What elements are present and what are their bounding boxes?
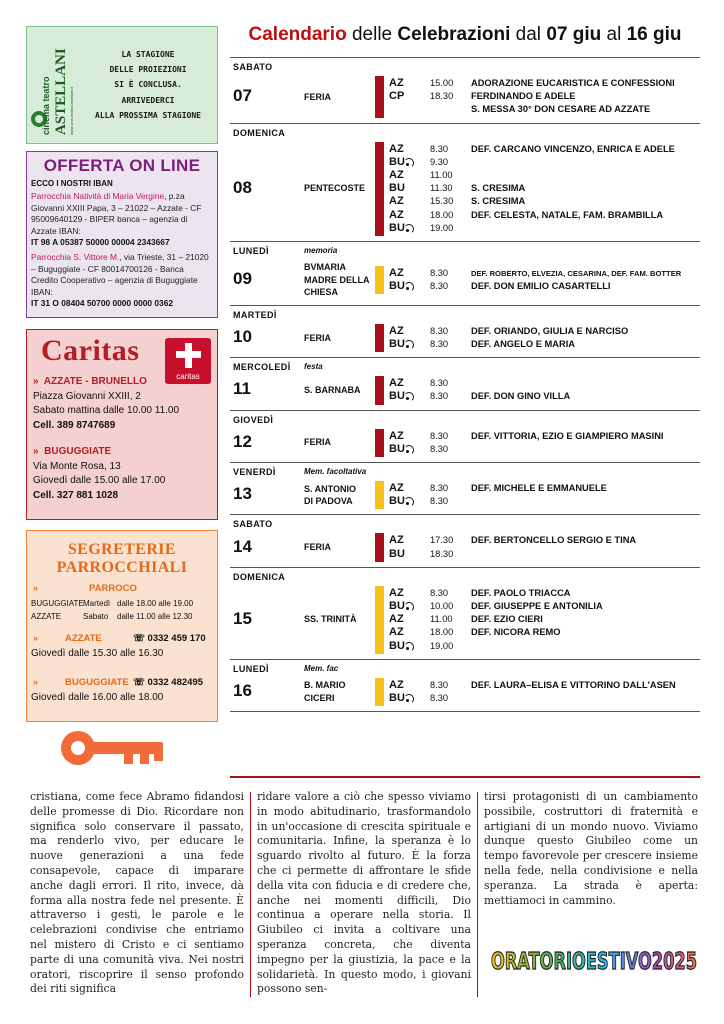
place-label: BU (389, 155, 405, 168)
place-code (389, 626, 425, 639)
location-label: AZZATE - BRUNELLO (43, 376, 147, 387)
oratorio-logo-text: ORATORIOESTIVO2025 (491, 949, 697, 975)
place-code (389, 143, 425, 156)
time-column (430, 377, 468, 403)
mass-intention: DEF. GIUSEPPE E ANTONILIA (471, 600, 603, 611)
intention-column (471, 267, 703, 293)
place-label: AZ (389, 266, 404, 279)
place-column (389, 534, 425, 560)
iban-code[interactable]: IT 31 O 08404 50700 0000 0000 0362 (31, 298, 174, 309)
mass-time: 15.00 (430, 78, 454, 88)
day-name: DOMENICA (233, 571, 286, 582)
day-name: SABATO (233, 62, 273, 72)
mass-intention (471, 548, 703, 561)
liturgical-color-bar (375, 376, 384, 404)
feast-line: FERIA (304, 437, 331, 448)
place-code (389, 338, 425, 351)
calendar-day-row (230, 242, 700, 306)
azzate-heading: AZZATE (65, 633, 102, 644)
mass-intention: DEF. CELESTA, NATALE, FAM. BRAMBILLA (471, 209, 664, 220)
calendar-bottom-rule (230, 776, 700, 778)
day-name: VENERDÌ (233, 467, 276, 477)
mass-intention: S. CRESIMA (471, 183, 526, 194)
intention-column (471, 430, 703, 456)
place-label: BU (389, 337, 405, 350)
place-label: AZ (389, 168, 404, 181)
place-label: BU (389, 495, 405, 508)
caritas-title: Caritas (41, 334, 140, 367)
location-label: BUGUGGIATE (44, 446, 112, 457)
place-label: BU (389, 221, 405, 234)
place-label: AZ (389, 195, 404, 208)
day-name: LUNEDÌ (233, 246, 269, 256)
broadcast-icon (406, 642, 414, 650)
mass-time: 8.30 (430, 430, 449, 441)
caritas-phone[interactable]: Cell. 327 881 1028 (33, 490, 119, 501)
mass-intention (471, 377, 703, 390)
calendar-day-row (230, 124, 700, 242)
liturgical-color-bar (375, 533, 384, 561)
title-part: 16 giu (626, 24, 682, 45)
title-part: al (601, 24, 627, 45)
title-part: dal (510, 24, 547, 45)
feast-line: MADRE DELLA (304, 274, 370, 285)
calendar-day-row (230, 411, 700, 463)
broadcast-icon (406, 282, 414, 290)
time-column (430, 534, 468, 560)
arrow-icon: » (33, 583, 39, 593)
mass-time: 11.00 (430, 169, 453, 180)
cinema-notice-box (26, 26, 218, 144)
place-code (389, 548, 425, 561)
mass-intention (471, 443, 703, 456)
mass-intention: DEF. ROBERTO, ELVEZIA, CESARINA, DEF. FAM. BOTTER (471, 268, 682, 278)
mass-time: 18.00 (430, 627, 454, 638)
feast-name (304, 261, 374, 299)
caritas-phone[interactable]: Cell. 389 8747689 (33, 420, 116, 431)
calendar-day-row (230, 568, 700, 660)
key-icon (58, 728, 168, 768)
day-number: 13 (233, 484, 252, 504)
broadcast-icon (406, 602, 414, 610)
place-column (389, 430, 425, 456)
liturgical-color-bar (375, 266, 384, 294)
place-column (389, 587, 425, 653)
buguggiate-heading: BUGUGGIATE (65, 677, 129, 688)
mass-intention: DEF. ORIANDO, GIULIA E NARCISO (471, 325, 629, 336)
feast-line: BVMARIA (304, 262, 346, 272)
intention-column (471, 325, 703, 351)
day-name: MARTEDÌ (233, 309, 277, 320)
day-name: MERCOLEDÌ (233, 362, 291, 373)
time-column (430, 143, 468, 235)
azzate-phone[interactable] (133, 633, 206, 644)
intention-column (471, 143, 703, 235)
place-code (389, 495, 425, 508)
place-column (389, 143, 425, 235)
mass-time: 8.30 (430, 443, 449, 454)
office-time: dalle 11.00 alle 12.30 (117, 612, 193, 621)
time-column (430, 77, 468, 117)
buguggiate-phone[interactable] (133, 677, 203, 688)
place-code (389, 443, 425, 456)
place-code (389, 600, 425, 613)
mass-intention: DEF. CARCANO VINCENZO, ENRICA E ADELE (471, 143, 675, 154)
place-code (389, 169, 425, 182)
liturgical-color-bar (375, 429, 384, 457)
mass-time: 8.30 (430, 679, 449, 690)
intention-column (471, 377, 703, 403)
mass-intention (471, 495, 703, 508)
place-code (389, 534, 425, 547)
title-part: 07 giu (546, 24, 602, 45)
mass-intention (471, 169, 703, 182)
feast-line: CICERI (304, 692, 335, 703)
feast-name (304, 332, 374, 345)
iban-paragraph-azzate (31, 191, 213, 249)
place-column (389, 377, 425, 403)
place-label: AZ (389, 324, 404, 337)
mass-time: 8.30 (430, 391, 449, 402)
feast-line: SS. TRINITÀ (304, 614, 357, 625)
feast-line: FERIA (304, 332, 331, 343)
place-column (389, 325, 425, 351)
phone-icon: ☏ (133, 633, 148, 644)
day-name: DOMENICA (233, 127, 286, 138)
place-code (389, 640, 425, 653)
liturgical-color-bar (375, 324, 384, 352)
offerta-subtitle: ECCO I NOSTRI IBAN (31, 179, 113, 188)
intention-column (471, 679, 703, 705)
mass-time: 8.30 (430, 496, 449, 507)
feast-line: DI PADOVA (304, 496, 353, 507)
place-code (389, 182, 425, 195)
cinema-line: DELLE PROIEZIONI (109, 65, 187, 75)
place-code (389, 377, 425, 390)
place-code (389, 209, 425, 222)
day-number: 07 (233, 85, 252, 105)
svg-text:ASTELLANI: ASTELLANI (53, 48, 69, 135)
place-label: AZ (389, 377, 404, 390)
mass-time: 11.30 (430, 183, 453, 194)
place-code (389, 587, 425, 600)
calendar-day-row (230, 463, 700, 515)
mass-intention: DEF. DON GINO VILLA (471, 391, 571, 402)
feast-name (304, 91, 374, 104)
place-code (389, 222, 425, 235)
svg-text:www.cine-teatrocastellani.it: www.cine-teatrocastellani.it (69, 86, 74, 135)
feast-line: B. MARIO (304, 680, 346, 691)
feast-name (304, 436, 374, 449)
place-label: BU (389, 390, 405, 403)
broadcast-icon (406, 158, 414, 166)
phone-number: 0332 459 170 (147, 633, 206, 644)
place-label: AZ (389, 586, 404, 599)
mass-time: 15.30 (430, 196, 454, 207)
place-label: BU (389, 279, 405, 292)
mass-intention: DEF. NICORA REMO (471, 627, 561, 638)
liturgical-color-bar (375, 586, 384, 654)
place-label: CP (389, 90, 405, 103)
feast-line: S. ANTONIO (304, 483, 357, 494)
feast-line: S. BARNABA (304, 385, 361, 396)
calendar-day-row (230, 515, 700, 567)
liturgical-color-bar (375, 142, 384, 236)
column-divider (477, 792, 478, 997)
cinema-message (83, 47, 213, 123)
day-number: 14 (233, 536, 252, 556)
iban-paragraph-buguggiate (31, 252, 213, 310)
mass-intention: DEF. BERTONCELLO SERGIO E TINA (471, 535, 637, 546)
place-code (389, 90, 425, 103)
arrow-icon: » (33, 677, 39, 687)
time-column (430, 325, 468, 351)
feast-name (304, 541, 374, 554)
article-column: tirsi protagonisti di un cambiamento possibile, costruttori di fraternità e artigiani di un mondo nuovo. Viviamo dunque questo Giubileo come un tempo favorevole per crescere insieme nella fede, nella condivisione e nella speranza. La strada è aperta: mettiamoci in cammino. (484, 790, 698, 907)
column-divider (250, 792, 251, 997)
place-label: AZ (389, 678, 404, 691)
time-column (430, 587, 468, 653)
intention-column (471, 482, 703, 508)
mass-time: 19.00 (430, 640, 454, 651)
buguggiate-hours: Giovedì dalle 16.00 alle 18.00 (31, 692, 164, 703)
mass-intention: DEF. DON EMILIO CASARTELLI (471, 280, 611, 291)
day-number: 15 (233, 608, 252, 628)
day-number: 08 (233, 177, 252, 197)
mass-time: 8.30 (430, 267, 449, 278)
broadcast-icon (406, 224, 414, 232)
caritas-logo-text: caritas (176, 372, 200, 381)
office-place: BUGUGGIATE (31, 599, 84, 608)
place-label: AZ (389, 429, 404, 442)
cinema-line: ARRIVEDERCI (121, 95, 175, 105)
azzate-hours: Giovedì dalle 15.30 alle 16.30 (31, 648, 164, 659)
place-code (389, 267, 425, 280)
place-code (389, 482, 425, 495)
mass-time: 18.30 (430, 91, 454, 102)
article-column: ridare valore a ciò che spesso viviamo in modo abitudinario, trasformandolo in un'occasione di crescita spirituale e comunitaria. Infine, la speranza è lo sguardo rivolto al futuro. È la forza che ci permette di affrontare le sfide della vita con fiducia e di credere che, anche nei momenti difficili, Dio continua a operare nella storia. Il Giubileo ci invita a coltivare una speranza concreta, che diventa impegno per la giustizia, la pace e la solidarietà. In questo modo, i giovani possono sen- (257, 790, 471, 996)
mass-intention: ADORAZIONE EUCARISTICA E CONFESSIONI (471, 78, 675, 88)
office-time: dalle 18.00 alle 19.00 (117, 599, 194, 608)
place-label: BU (389, 547, 405, 560)
feast-name (304, 613, 374, 626)
day-name: GIOVEDÌ (233, 414, 274, 425)
place-label: BU (389, 691, 405, 704)
mass-intention: S. CRESIMA (471, 196, 526, 207)
office-day: Martedì (83, 599, 111, 608)
day-number: 09 (233, 268, 252, 288)
place-label: BU (389, 182, 405, 195)
broadcast-icon (406, 392, 414, 400)
mass-intention: DEF. PAOLO TRIACCA (471, 587, 571, 598)
place-code (389, 613, 425, 626)
place-code (389, 195, 425, 208)
mass-time: 8.30 (430, 325, 449, 336)
mass-intention: DEF. LAURA–ELISA E VITTORINO DALL'ASEN (471, 679, 676, 690)
offerta-title: OFFERTA ON LINE (43, 156, 201, 175)
place-label: AZ (389, 626, 404, 639)
mass-intention (471, 156, 703, 169)
place-label: BU (389, 639, 405, 652)
place-label: BU (389, 599, 405, 612)
feast-line: CHIESA (304, 287, 339, 298)
calendar-day-row (230, 58, 700, 124)
office-place: AZZATE (31, 612, 62, 621)
parish-name: Parrocchia Natività di Maria Vergine (31, 191, 165, 201)
liturgical-color-bar (375, 76, 384, 118)
place-label: AZ (389, 534, 404, 547)
place-label: AZ (389, 208, 404, 221)
caritas-location-buguggiate: » BUGUGGIATE (33, 446, 112, 457)
feast-name (304, 679, 374, 704)
place-code (389, 77, 425, 90)
feast-name (304, 182, 374, 195)
feast-line: FERIA (304, 91, 331, 102)
liturgical-color-bar (375, 678, 384, 706)
time-column (430, 267, 468, 293)
caritas-cross-logo (165, 338, 211, 384)
broadcast-icon (406, 497, 414, 505)
liturgical-note: Mem. facoltativa (304, 467, 367, 476)
place-label: AZ (389, 482, 404, 494)
mass-time: 8.30 (430, 338, 449, 349)
title-part: delle (346, 24, 398, 45)
mass-time: 17.30 (430, 535, 454, 546)
caritas-hours: Giovedì dalle 15.00 alle 17.00 (33, 475, 166, 486)
intention-column (471, 534, 703, 560)
day-number: 16 (233, 680, 252, 700)
phone-number: 0332 482495 (147, 677, 204, 688)
place-code (389, 430, 425, 443)
svg-text:cinema teatro: cinema teatro (41, 76, 51, 135)
cinema-teatro-logo (29, 31, 75, 139)
calendar-day-row (230, 358, 700, 410)
mass-time: 10.00 (430, 600, 454, 611)
offerta-online-box (26, 151, 218, 318)
cinema-line: LA STAGIONE (121, 50, 175, 59)
day-name: SABATO (233, 519, 273, 530)
liturgical-note: festa (304, 362, 323, 372)
broadcast-icon (406, 340, 414, 348)
liturgical-note: memoria (304, 246, 338, 255)
mass-time: 9.30 (430, 156, 449, 167)
cinema-line: ALLA PROSSIMA STAGIONE (95, 110, 201, 120)
parroco-heading: PARROCO (89, 583, 137, 594)
place-column (389, 679, 425, 705)
day-number: 11 (233, 379, 251, 399)
broadcast-icon (406, 445, 414, 453)
mass-time: 8.30 (430, 280, 449, 291)
parish-name: Parrocchia S. Vittore M. (31, 251, 120, 262)
iban-code[interactable]: IT 98 A 05387 50000 00004 2343667 (31, 237, 170, 248)
time-column (430, 430, 468, 456)
phone-icon: ☏ (133, 677, 148, 688)
place-code (389, 692, 425, 705)
segreterie-title: SEGRETERIE PARROCCHIALI (56, 541, 188, 576)
caritas-box (26, 329, 218, 520)
intention-column (471, 77, 703, 117)
mass-time: 18.00 (430, 209, 454, 220)
place-label: BU (389, 442, 405, 455)
caritas-address: Via Monte Rosa, 13 (33, 461, 121, 472)
mass-intention: DEF. ANGELO E MARIA (471, 338, 575, 349)
caritas-location-azzate: » AZZATE - BRUNELLO (33, 376, 147, 387)
caritas-address: Piazza Giovanni XXIII, 2 (33, 391, 141, 402)
parish-details: , via Trieste, 31 – 21020 – Buguggiate - CF 80014700126 - Banca Credito Cooperativo – agenzia di Buguggiate IBAN: (31, 251, 209, 297)
feast-name (304, 483, 374, 508)
segreterie-box (26, 530, 218, 722)
day-number: 10 (233, 326, 252, 346)
place-column (389, 482, 425, 508)
day-number: 12 (233, 431, 252, 451)
mass-intention (471, 222, 703, 235)
parish-details: , p.za Giovanni XXIII Papa, 3 – 21022 – Azzate - CF 95009640129 - BIPER banca – agenzia di Azzate IBAN: (31, 191, 202, 236)
calendar-title (230, 24, 700, 46)
calendar-day-row (230, 660, 700, 712)
mass-intention: DEF. MICHELE E EMMANUELE (471, 483, 607, 493)
mass-time: 18.30 (430, 548, 454, 559)
mass-intention: DEF. EZIO CIERI (471, 614, 543, 625)
place-column (389, 267, 425, 293)
place-code (389, 280, 425, 293)
title-part: Celebrazioni (397, 24, 511, 45)
mass-time: 8.30 (430, 378, 449, 389)
mass-intention: S. MESSA 30° DON CESARE AD AZZATE (471, 104, 651, 115)
place-code (389, 679, 425, 692)
liturgical-color-bar (375, 481, 384, 509)
place-label: AZ (389, 142, 404, 155)
day-name: LUNEDÌ (233, 663, 269, 674)
arrow-icon: » (33, 633, 39, 643)
mass-intention (471, 640, 703, 653)
liturgical-note: Mem. fac (304, 663, 339, 673)
mass-time: 19.00 (430, 222, 454, 233)
calendar-day-row (230, 306, 700, 358)
mass-time: 11.00 (430, 614, 453, 625)
mass-time: 8.30 (430, 143, 449, 154)
feast-name (304, 384, 374, 397)
place-label: AZ (389, 613, 404, 626)
place-code (389, 325, 425, 338)
mass-time (430, 103, 468, 116)
feast-line: PENTECOSTE (304, 183, 366, 194)
time-column (430, 482, 468, 508)
article-column: cristiana, come fece Abramo fidandosi delle promesse di Dio. Ricordare non significa solo conservare il passato, ma renderlo vivo, per educare le nuove generazioni a una fede consapevole, capace di imparare anche dagli errori. Il rito, invece, dà forma alla nostra fede nel presente. È attraverso i gesti, le parole e le celebrazioni condivise che entriamo nel mistero di Cristo e ci sentiamo parte di una comunità viva. Nei nostri oratori, riscoprire il senso profondo dei riti significa (30, 790, 244, 996)
mass-time: 8.30 (430, 692, 449, 703)
title-part: Calendario (248, 24, 347, 45)
caritas-hours: Sabato mattina dalle 10.00 11.00 (33, 405, 180, 416)
place-code (389, 390, 425, 403)
mass-intention (471, 692, 703, 705)
place-column (389, 77, 425, 117)
time-column (430, 679, 468, 705)
mass-intention: DEF. VITTORIA, EZIO E GIAMPIERO MASINI (471, 430, 664, 441)
office-day: Sabato (83, 612, 109, 621)
feast-line: FERIA (304, 542, 331, 553)
oratorio-estivo-logo (488, 936, 700, 980)
place-code (389, 156, 425, 169)
cinema-line: SI È CONCLUSA. (114, 80, 182, 90)
broadcast-icon (406, 694, 414, 702)
place-code (389, 103, 425, 116)
mass-intention: FERDINANDO E ADELE (471, 91, 576, 102)
intention-column (471, 587, 703, 653)
place-label: AZ (389, 77, 404, 89)
mass-time: 8.30 (430, 587, 449, 598)
mass-time: 8.30 (430, 483, 449, 493)
